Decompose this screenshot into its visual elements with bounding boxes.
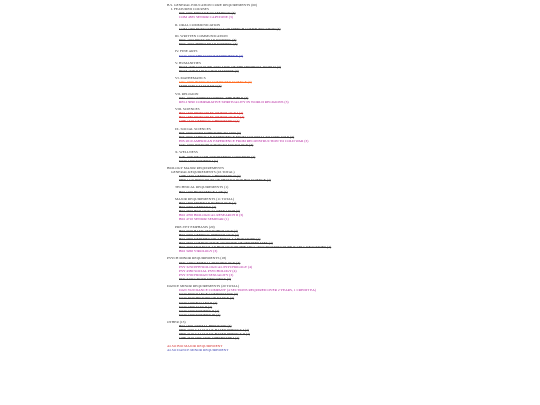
- course-line: CHE 2510 ORGANIC CHEMISTRY I (4): [179, 336, 240, 341]
- course-line: CHE 1510 GENERAL CHEMISTRY I (4): [179, 119, 240, 124]
- section-heading: PRE-VET EMPHASIS (20): [175, 224, 215, 229]
- course-line: PSY 3230 PHYSIOLOGICAL PSYCHOLOGY (4): [179, 264, 253, 269]
- course-line: HIS 2000 AMERICAN EXPERIENCE FROM COLONIAL TO CIVIL WAR (3): [179, 134, 295, 139]
- section-heading: MAJOR REQUIREMENTS (11 TOTAL): [175, 196, 235, 201]
- course-line: PSY 3420 GROUP DYNAMICS (3): [179, 276, 231, 281]
- course-line: DAN 2100 BALLET II (2): [179, 300, 218, 305]
- course-line: DAN 3000 DANCE COMPOSITION (3): [179, 292, 238, 297]
- course-line: BIO 3100 BASIC MICROBIOLOGY (4): [179, 228, 238, 233]
- course-line: DAN 1050 THE DANCE EXPERIENCE (3): [179, 53, 244, 58]
- course-line: BIO 4700 BIOLOGICAL RESEARCH II (3): [179, 213, 244, 218]
- course-line: HUM 1500 EARLY CIVILIZATIONS (3): [179, 68, 239, 73]
- course-line: BIO 3650 BIOLOGICAL RESEARCH (3): [179, 209, 240, 214]
- course-line: SOC 1000 INTRODUCTION TO SOCIOLOGY (3): [179, 143, 254, 148]
- section-heading: PSYCH MINOR REQUIREMENTS (18): [167, 256, 227, 261]
- section-heading: II. ORAL COMMUNICATION: [175, 22, 221, 27]
- course-line: PHY 2110 CALCULUS-BASED PHYSICS II (4): [179, 332, 250, 337]
- section-heading: I. FEATURED COURSES: [171, 7, 209, 12]
- course-line: BIO 1100 BIOSCIENCE LAB (1): [179, 189, 228, 194]
- course-line: HIS 2010 AMERICAN EXPERIENCE FROM RECONSTRUCTION TO COLD WAR (3): [179, 139, 309, 144]
- course-line: DAN 2200 MODERN II (2): [179, 308, 220, 313]
- course-line: BIO 3260 VIROLOGY (3): [179, 249, 218, 254]
- course-line: ALSO BIO MAJOR REQUIREMENT: [167, 343, 223, 348]
- degree-requirements-document: [167, 3, 527, 352]
- course-line: BIO 1500 SEMINAR IN BIOLOGY (1): [179, 200, 237, 205]
- course-line: COM 1000 FUNDAMENTALS OF SPEECH COMMUNICATION (3): [179, 26, 281, 31]
- section-heading: X. WELLNESS: [175, 150, 198, 155]
- course-line: ALSO DANCE MINOR REQUIREMENT: [167, 347, 229, 352]
- section-heading: VII. RELIGION: [175, 91, 199, 96]
- course-line: DAN 2400 MODERN III (2): [179, 312, 221, 317]
- course-line: RELI 3090 COMPARATIVE SPIRITUALITY IN WORLD RELIGIONS (3): [179, 99, 289, 104]
- course-line: PSY 4380 SOCIAL PSYCHOLOGY (4): [179, 268, 237, 273]
- section-heading: OTHER (13): [167, 320, 186, 325]
- course-line: BIO 1580 PRINCIPLES OF BIOLOGY II (4): [179, 115, 245, 120]
- course-line: COM 4835 SENIOR CAPSTONE (3): [179, 15, 233, 20]
- section-heading: TECHNICAL REQUIREMENTS (1): [175, 185, 229, 190]
- course-line: PHY 2100 CALCULUS-BASED PHYSICS I (4): [179, 328, 249, 333]
- course-line: BIO 4710 SENIOR SEMINAR (1): [179, 217, 229, 222]
- course-line: BIO 3200 GENETICS (4): [179, 205, 217, 209]
- section-heading: GENERAL REQUIREMENTS (16 TOTAL): [171, 169, 235, 174]
- course-line: BIO 1570 PRINCIPLES OF BIOLOGY I (4): [179, 111, 244, 116]
- course-line: BIO 4010 MOLECULAR BIOLOGY OF THE CELL: MACRO STRUCTURE & CELL REACTIONS (4): [179, 245, 332, 250]
- section-heading: BIOLOGY MAJOR REQUIREMENTS: [167, 165, 225, 170]
- course-line: PHY 1110 PRINCIPLES OF PHYSICS FOR BIO SCIENCE (4): [179, 178, 271, 183]
- course-line: ENG 2010 THIRD YEAR WRITING (3): [179, 42, 238, 47]
- course-line: PSY 3700 HUMAN SEXUALITY (3): [179, 272, 234, 277]
- course-line: HIS 1600 WORLD HISTORY TO 1500 (3): [179, 130, 241, 135]
- course-line: REL 1000 UNDERSTANDING THE BIBLE (3): [179, 95, 249, 100]
- section-heading: IX. SOCIAL SCIENCES: [175, 126, 211, 131]
- course-line: ENG 1010 FIRST YEAR WRITING (3): [179, 38, 237, 43]
- course-line: DAN 3030 HISTORY OF DANCE (3): [179, 296, 235, 301]
- section-heading: B.S. GENERAL EDUCATION CORE REQUIREMENTS (60): [167, 3, 258, 7]
- course-line: BIO 1500 ANIMAL BEHAVIOR (3): [179, 324, 232, 329]
- course-line: DAN 1400 MODERN I (1): [179, 158, 219, 163]
- section-heading: VI. MATHEMATICS: [175, 76, 206, 81]
- course-line: CSC 1600 INTRO TO COMPUTER SCIENCE (3): [179, 80, 252, 85]
- section-heading: IV. FINE ARTS: [175, 49, 198, 54]
- course-line: HUM 1600 CULTURE AND ARTS OF THE MEDIEVAL WORLD (3): [179, 64, 281, 69]
- course-line: DAN 2300 JAZZ II (2): [179, 304, 213, 309]
- course-line: BIO 3550 COMPARATIVE ANATOMY OF VERTEBRATES (4): [179, 240, 273, 245]
- course-line: CHE 1520 GENERAL CHEMISTRY II (4): [179, 174, 241, 179]
- course-line: INT 1005 FIRST YEAR SEMINAR (3): [179, 11, 236, 16]
- course-line: BIO 3400 GENERAL PHYSIOLOGY (4): [179, 232, 239, 237]
- course-line: MTH 1030 CALCULUS I (4): [179, 84, 222, 89]
- course-line: BIO 3300 VERTEBRATE ANIMAL LABORATORY (1): [179, 236, 261, 241]
- section-heading: VIII. SCIENCES: [175, 107, 200, 112]
- section-heading: V. HUMANITIES: [175, 60, 201, 65]
- course-line: DAN 3520 DANCE COMPANY (4 SECTIONS REQUIRED OVER 2 YEARS, 1 CREDIT EA): [179, 288, 316, 293]
- course-line: KIN 1000 HEALTH AND FITNESS CONCEPTS (2): [179, 154, 256, 159]
- course-line: PSY 1400 GENERAL PSYCHOLOGY (3): [179, 260, 241, 265]
- section-heading: DANCE MINOR REQUIREMENTS (20 TOTAL): [167, 284, 240, 289]
- section-heading: III. WRITTEN COMMUNICATION: [175, 33, 228, 38]
